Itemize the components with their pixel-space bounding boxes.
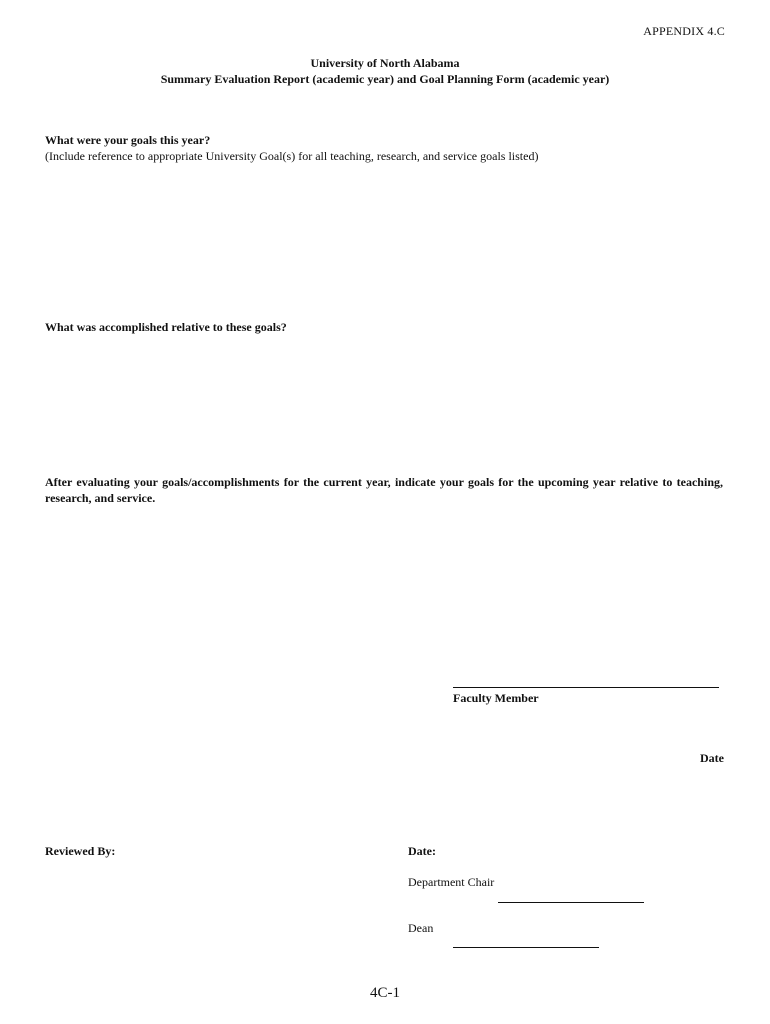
reviewed-by-label: Reviewed By: [45,844,116,858]
checkbox-glyph-dean [45,922,54,934]
question-goals-note: (Include reference to appropriate University Goal(s) for all teaching, research, and service goals listed) [45,149,539,163]
chair-date-line [498,902,644,903]
university-name: University of North Alabama [310,56,460,70]
checkbox-glyph-chair [45,876,54,888]
question-goals: What were your goals this year? [45,133,211,147]
form-title: Summary Evaluation Report (academic year) and Goal Planning Form (academic year) [160,72,610,86]
faculty-date-label: Date [700,751,724,765]
faculty-signature-line [453,687,719,688]
appendix-label: APPENDIX 4.C [643,24,725,38]
question-accomplished: What was accomplished relative to these goals? [45,320,287,334]
title-block [0,55,770,87]
review-date-heading: Date: [408,844,436,858]
question-upcoming-goals: After evaluating your goals/accomplishments for the current year, indicate your goals for the upcoming year relative to teaching, research, and service. [45,475,723,505]
page-number: 4C-1 [370,985,400,1001]
dean-date-line [453,947,599,948]
faculty-member-label: Faculty Member [453,691,539,705]
role-department-chair: Department Chair [408,875,495,889]
role-dean: Dean [408,921,434,935]
